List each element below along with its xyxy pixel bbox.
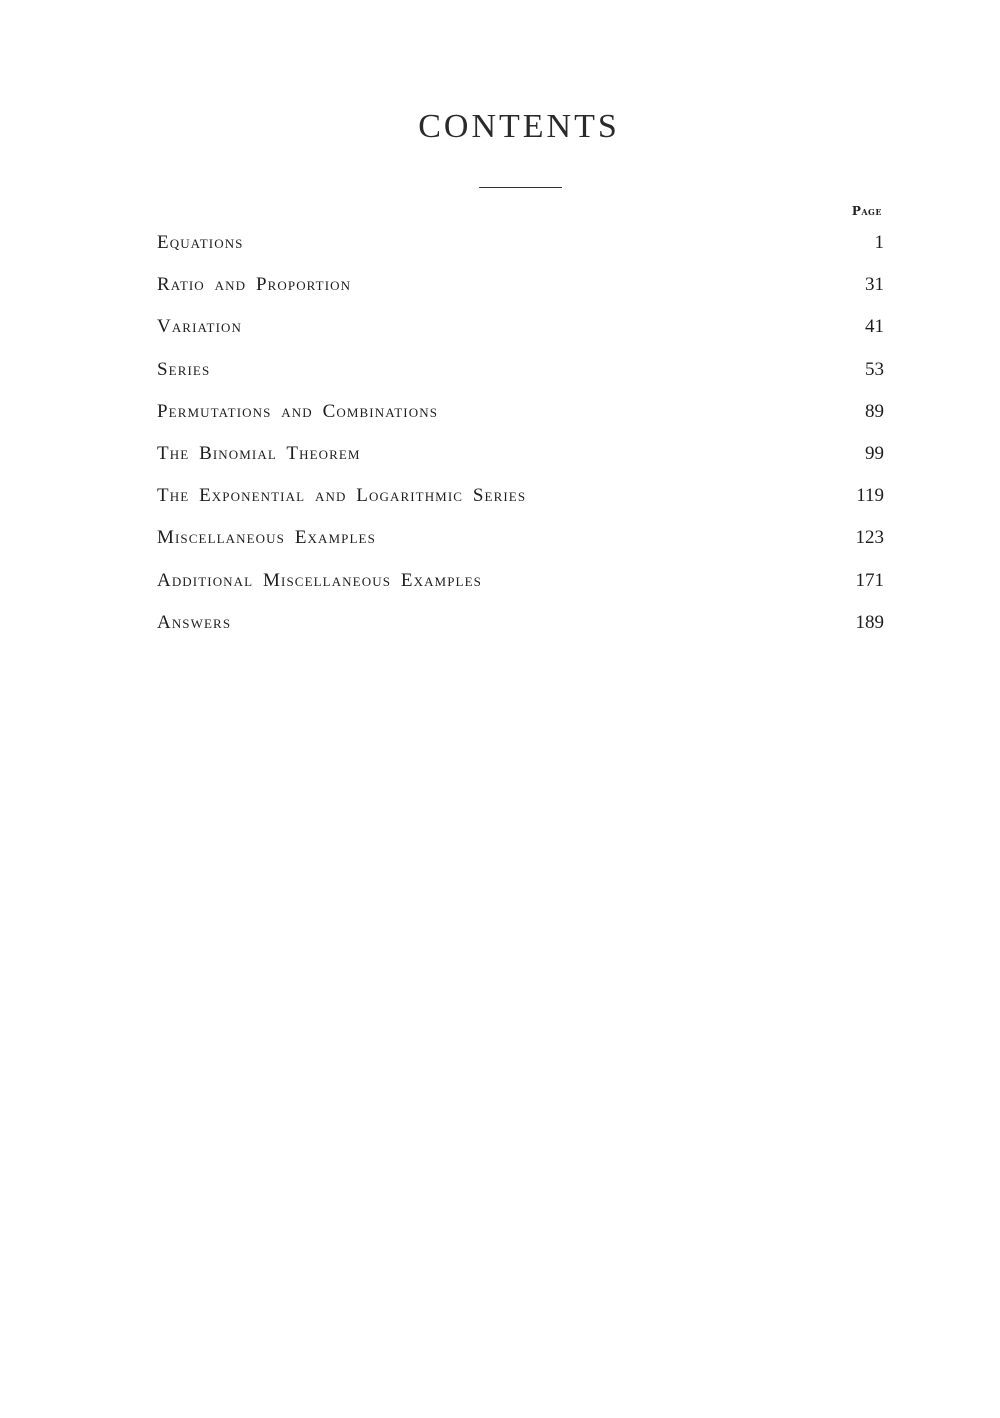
toc-entry-series[interactable] <box>157 349 884 391</box>
toc-entry-page: 99 <box>865 443 884 465</box>
toc-entry-page: 31 <box>865 274 884 296</box>
toc-entry-title: The Exponential and Logarithmic Series <box>157 485 527 507</box>
toc-entry-permutations-and-combinations[interactable] <box>157 391 884 433</box>
toc-entry-title: Ratio and Proportion <box>157 274 352 296</box>
toc-entry-title: Variation <box>157 316 243 338</box>
toc-entry-exponential-logarithmic-series[interactable] <box>157 475 884 517</box>
toc-entry-page: 89 <box>865 400 884 422</box>
toc-entry-ratio-and-proportion[interactable] <box>157 264 884 306</box>
toc-entry-title: Equations <box>157 232 244 254</box>
toc-entry-answers[interactable] <box>157 602 884 644</box>
toc-entry-page: 53 <box>865 358 884 380</box>
table-of-contents <box>157 222 884 644</box>
toc-entry-title: Permutations and Combinations <box>157 400 439 422</box>
toc-entry-page: 41 <box>865 316 884 338</box>
toc-entry-title: The Binomial Theorem <box>157 443 361 465</box>
toc-entry-page: 1 <box>874 232 884 254</box>
toc-entry-title: Miscellaneous Examples <box>157 527 376 549</box>
page-column-heading: Page <box>851 204 882 218</box>
toc-entry-additional-miscellaneous-examples[interactable] <box>157 560 884 602</box>
toc-entry-title: Additional Miscellaneous Examples <box>157 569 482 591</box>
toc-entry-page: 189 <box>855 611 884 633</box>
toc-entry-equations[interactable] <box>157 222 884 264</box>
title-divider <box>479 187 562 188</box>
toc-entry-page: 171 <box>855 569 884 591</box>
toc-entry-title: Series <box>157 358 211 380</box>
toc-entry-variation[interactable] <box>157 306 884 348</box>
toc-entry-binomial-theorem[interactable] <box>157 433 884 475</box>
page-title: CONTENTS <box>418 108 620 145</box>
toc-entry-title: Answers <box>157 611 232 633</box>
toc-entry-page: 119 <box>856 485 884 507</box>
toc-entry-page: 123 <box>855 527 884 549</box>
toc-entry-miscellaneous-examples[interactable] <box>157 517 884 559</box>
